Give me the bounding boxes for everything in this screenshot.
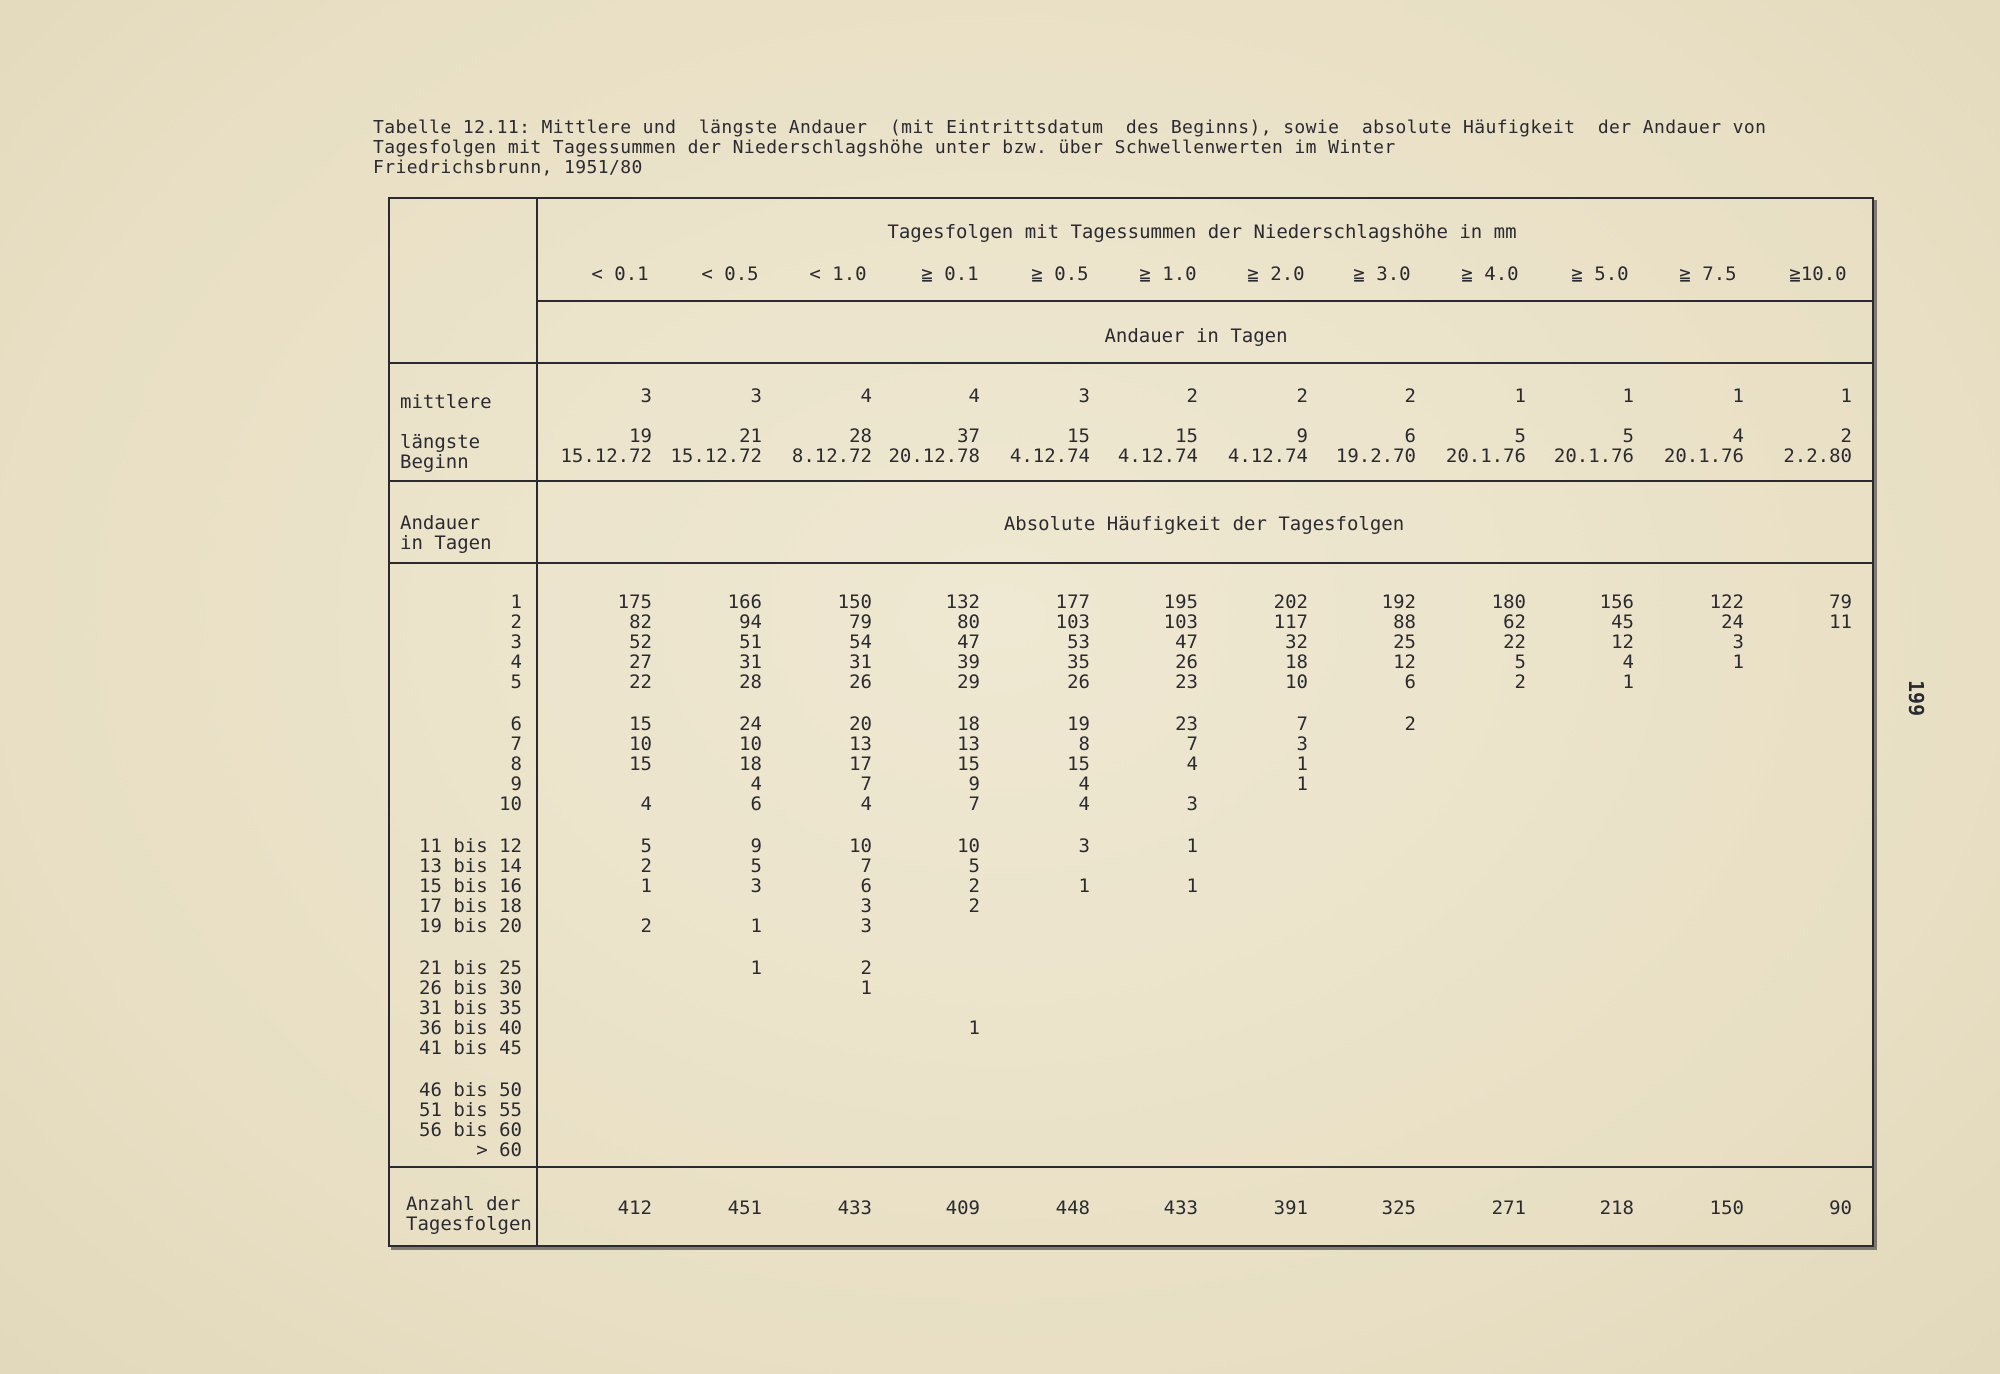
frequency-cell: 94 [739, 611, 762, 633]
frequency-cell: 26 [849, 671, 872, 693]
beginn-value: 4.12.74 [1009, 445, 1090, 467]
frequency-cell: 1 [1186, 875, 1198, 897]
frequency-cell: 80 [957, 611, 980, 633]
anzahl-value: 409 [945, 1197, 980, 1219]
frequency-cell: 13 [849, 733, 872, 755]
duration-label: 15 bis 16 [419, 875, 522, 897]
laengste-value: 5 [1622, 425, 1634, 447]
threshold-header: < 0.5 [701, 263, 759, 285]
frequency-cell: 1 [1622, 671, 1634, 693]
frequency-cell: 5 [640, 835, 652, 857]
frequency-cell: 1 [1078, 875, 1090, 897]
laengste-value: 15 [1067, 425, 1090, 447]
frequency-cell: 32 [1285, 631, 1308, 653]
frequency-cell: 2 [640, 855, 652, 877]
duration-label: 1 [510, 591, 522, 613]
frequency-cell: 23 [1175, 671, 1198, 693]
frequency-cell: 177 [1055, 591, 1090, 613]
anzahl-value: 451 [727, 1197, 762, 1219]
beginn-value: 20.12.78 [888, 445, 980, 467]
frequency-cell: 27 [629, 651, 652, 673]
beginn-value: 20.1.76 [1553, 445, 1634, 467]
frequency-cell: 6 [750, 793, 762, 815]
frequency-cell: 18 [1285, 651, 1308, 673]
frequency-cell: 3 [1296, 733, 1308, 755]
frequency-cell: 9 [750, 835, 762, 857]
mittlere-value: 1 [1622, 385, 1634, 407]
frequency-cell: 25 [1393, 631, 1416, 653]
mittlere-value: 4 [860, 385, 872, 407]
frequency-cell: 62 [1503, 611, 1526, 633]
frequency-cell: 8 [1078, 733, 1090, 755]
frequency-cell: 3 [1078, 835, 1090, 857]
beginn-value: 8.12.72 [791, 445, 872, 467]
frequency-cell: 103 [1055, 611, 1090, 633]
frequency-cell: 79 [1829, 591, 1852, 613]
frequency-cell: 17 [849, 753, 872, 775]
frequency-cell: 13 [957, 733, 980, 755]
frequency-cell: 1 [750, 957, 762, 979]
frequency-cell: 3 [860, 915, 872, 937]
frequency-cell: 3 [1186, 793, 1198, 815]
anzahl-value: 433 [1163, 1197, 1198, 1219]
duration-label: 17 bis 18 [419, 895, 522, 917]
duration-label: 5 [510, 671, 522, 693]
threshold-header: ≧ 0.5 [1031, 263, 1089, 285]
andauer-header: Andauer in Tagen [1104, 325, 1288, 347]
frequency-cell: 1 [1296, 753, 1308, 775]
mittlere-value: 2 [1296, 385, 1308, 407]
frequency-cell: 7 [968, 793, 980, 815]
frequency-cell: 1 [1296, 773, 1308, 795]
frequency-cell: 15 [629, 753, 652, 775]
frequency-cell: 11 [1829, 611, 1852, 633]
andauer-label-1: Andauer [400, 512, 481, 534]
frequency-cell: 2 [1514, 671, 1526, 693]
frequency-cell: 4 [1622, 651, 1634, 673]
mittlere-value: 2 [1186, 385, 1198, 407]
frequency-cell: 1 [1186, 835, 1198, 857]
duration-label: 6 [510, 713, 522, 735]
beginn-label: Beginn [400, 451, 469, 473]
laengste-value: 21 [739, 425, 762, 447]
threshold-header: ≧ 0.1 [921, 263, 979, 285]
duration-label: 56 bis 60 [419, 1119, 522, 1141]
threshold-header: ≧10.0 [1789, 263, 1847, 285]
frequency-cell: 10 [739, 733, 762, 755]
laengste-value: 37 [957, 425, 980, 447]
frequency-cell: 79 [849, 611, 872, 633]
frequency-cell: 39 [957, 651, 980, 673]
anzahl-value: 412 [617, 1197, 652, 1219]
frequency-cell: 47 [957, 631, 980, 653]
frequency-cell: 10 [1285, 671, 1308, 693]
frequency-cell: 12 [1393, 651, 1416, 673]
frequency-cell: 7 [1186, 733, 1198, 755]
beginn-value: 20.1.76 [1663, 445, 1744, 467]
frequency-cell: 10 [849, 835, 872, 857]
frequency-cell: 2 [968, 875, 980, 897]
anzahl-value: 433 [837, 1197, 872, 1219]
anzahl-value: 218 [1599, 1197, 1634, 1219]
frequency-cell: 1 [968, 1017, 980, 1039]
threshold-header: ≧ 2.0 [1247, 263, 1305, 285]
frequency-cell: 7 [860, 773, 872, 795]
frequency-cell: 2 [968, 895, 980, 917]
rule-under-dates [388, 480, 1874, 482]
frequency-cell: 2 [640, 915, 652, 937]
mittlere-value: 2 [1404, 385, 1416, 407]
frequency-cell: 180 [1491, 591, 1526, 613]
frequency-cell: 3 [750, 875, 762, 897]
frequency-cell: 6 [860, 875, 872, 897]
laengste-value: 9 [1296, 425, 1308, 447]
frequency-cell: 18 [739, 753, 762, 775]
frequency-cell: 7 [860, 855, 872, 877]
mittlere-value: 1 [1514, 385, 1526, 407]
duration-label: 21 bis 25 [419, 957, 522, 979]
frequency-cell: 15 [957, 753, 980, 775]
frequency-cell: 54 [849, 631, 872, 653]
frequency-cell: 24 [739, 713, 762, 735]
duration-label: 11 bis 12 [419, 835, 522, 857]
frequency-cell: 150 [837, 591, 872, 613]
beginn-value: 4.12.74 [1227, 445, 1308, 467]
mittlere-value: 1 [1732, 385, 1744, 407]
rule-above-anzahl [388, 1166, 1874, 1168]
anzahl-value: 391 [1273, 1197, 1308, 1219]
frequency-cell: 24 [1721, 611, 1744, 633]
threshold-header: ≧ 1.0 [1139, 263, 1197, 285]
laengste-value: 4 [1732, 425, 1744, 447]
frequency-cell: 53 [1067, 631, 1090, 653]
frequency-cell: 122 [1709, 591, 1744, 613]
frequency-cell: 9 [968, 773, 980, 795]
frequency-cell: 2 [1404, 713, 1416, 735]
anzahl-value: 150 [1709, 1197, 1744, 1219]
duration-label: 19 bis 20 [419, 915, 522, 937]
frequency-cell: 31 [739, 651, 762, 673]
mittlere-value: 3 [1078, 385, 1090, 407]
frequency-cell: 156 [1599, 591, 1634, 613]
duration-label: 9 [510, 773, 522, 795]
laengste-label: längste [400, 431, 481, 453]
frequency-cell: 7 [1296, 713, 1308, 735]
duration-label: > 60 [476, 1139, 522, 1161]
duration-label: 10 [499, 793, 522, 815]
frequency-cell: 15 [1067, 753, 1090, 775]
laengste-value: 6 [1404, 425, 1416, 447]
mittlere-value: 4 [968, 385, 980, 407]
laengste-value: 2 [1840, 425, 1852, 447]
frequency-cell: 15 [629, 713, 652, 735]
frequency-cell: 88 [1393, 611, 1416, 633]
duration-label: 41 bis 45 [419, 1037, 522, 1059]
duration-label: 46 bis 50 [419, 1079, 522, 1101]
threshold-header: < 1.0 [809, 263, 867, 285]
threshold-header: ≧ 4.0 [1461, 263, 1519, 285]
duration-label: 31 bis 35 [419, 997, 522, 1019]
duration-label: 51 bis 55 [419, 1099, 522, 1121]
frequency-cell: 5 [1514, 651, 1526, 673]
frequency-cell: 52 [629, 631, 652, 653]
frequency-cell: 18 [957, 713, 980, 735]
frequency-cell: 23 [1175, 713, 1198, 735]
frequency-cell: 117 [1273, 611, 1308, 633]
frequency-cell: 35 [1067, 651, 1090, 673]
beginn-value: 2.2.80 [1783, 445, 1852, 467]
frequency-cell: 22 [1503, 631, 1526, 653]
duration-label: 8 [510, 753, 522, 775]
frequency-cell: 1 [640, 875, 652, 897]
frequency-cell: 4 [1078, 793, 1090, 815]
frequency-cell: 22 [629, 671, 652, 693]
duration-label: 7 [510, 733, 522, 755]
laengste-value: 28 [849, 425, 872, 447]
laengste-value: 5 [1514, 425, 1526, 447]
threshold-header: ≧ 3.0 [1353, 263, 1411, 285]
duration-label: 13 bis 14 [419, 855, 522, 877]
frequency-cell: 3 [1732, 631, 1744, 653]
frequency-cell: 195 [1163, 591, 1198, 613]
anzahl-value: 325 [1381, 1197, 1416, 1219]
frequency-cell: 1 [750, 915, 762, 937]
frequency-cell: 4 [750, 773, 762, 795]
page-number: 199 [1904, 680, 1928, 717]
frequency-cell: 29 [957, 671, 980, 693]
header-title: Tagesfolgen mit Tagessummen der Niederschlagshöhe in mm [887, 221, 1517, 243]
duration-label: 3 [510, 631, 522, 653]
frequency-cell: 1 [860, 977, 872, 999]
frequency-cell: 31 [849, 651, 872, 673]
laengste-value: 15 [1175, 425, 1198, 447]
threshold-header: < 0.1 [591, 263, 649, 285]
frequency-cell: 19 [1067, 713, 1090, 735]
beginn-value: 15.12.72 [560, 445, 652, 467]
haeufigkeit-header: Absolute Häufigkeit der Tagesfolgen [1003, 513, 1405, 535]
frequency-cell: 103 [1163, 611, 1198, 633]
frequency-cell: 4 [640, 793, 652, 815]
frequency-cell: 166 [727, 591, 762, 613]
frequency-cell: 192 [1381, 591, 1416, 613]
laengste-value: 19 [629, 425, 652, 447]
anzahl-label-1: Anzahl der [406, 1193, 521, 1215]
frequency-cell: 20 [849, 713, 872, 735]
mittlere-value: 3 [640, 385, 652, 407]
frequency-cell: 51 [739, 631, 762, 653]
anzahl-value: 271 [1491, 1197, 1526, 1219]
anzahl-label-2: Tagesfolgen [406, 1213, 532, 1235]
mittlere-value: 3 [750, 385, 762, 407]
frequency-cell: 12 [1611, 631, 1634, 653]
frequency-cell: 6 [1404, 671, 1416, 693]
frequency-cell: 4 [860, 793, 872, 815]
duration-label: 26 bis 30 [419, 977, 522, 999]
threshold-header: ≧ 7.5 [1679, 263, 1737, 285]
anzahl-value: 90 [1829, 1197, 1852, 1219]
frequency-cell: 1 [1732, 651, 1744, 673]
beginn-value: 19.2.70 [1335, 445, 1416, 467]
frequency-cell: 2 [860, 957, 872, 979]
threshold-header: ≧ 5.0 [1571, 263, 1629, 285]
frequency-cell: 3 [860, 895, 872, 917]
frequency-cell: 5 [750, 855, 762, 877]
rule-under-thresholds [538, 300, 1874, 302]
frequency-cell: 132 [945, 591, 980, 613]
frequency-cell: 47 [1175, 631, 1198, 653]
frequency-cell: 175 [617, 591, 652, 613]
caption-line-3: Friedrichsbrunn, 1951/80 [373, 157, 643, 178]
frequency-cell: 28 [739, 671, 762, 693]
frequency-cell: 26 [1175, 651, 1198, 673]
duration-label: 4 [510, 651, 522, 673]
andauer-label-2: in Tagen [400, 532, 492, 554]
caption-line-2: Tagesfolgen mit Tagessummen der Niederschlagshöhe unter bzw. über Schwellenwerten im Winter [373, 137, 1396, 158]
duration-label: 2 [510, 611, 522, 633]
frequency-cell: 82 [629, 611, 652, 633]
frequency-cell: 4 [1078, 773, 1090, 795]
duration-label: 36 bis 40 [419, 1017, 522, 1039]
mittlere-label: mittlere [400, 391, 492, 413]
frequency-cell: 45 [1611, 611, 1634, 633]
table-caption [373, 118, 1873, 178]
frequency-cell: 5 [968, 855, 980, 877]
frequency-cell: 202 [1273, 591, 1308, 613]
caption-line-1: Tabelle 12.11: Mittlere und längste Andauer (mit Eintrittsdatum des Beginns), sowie absolute Häufigkeit der Andauer von [373, 117, 1767, 138]
mittlere-value: 1 [1840, 385, 1852, 407]
rule-under-haeufigkeit-header [388, 562, 1874, 564]
frequency-cell: 26 [1067, 671, 1090, 693]
frequency-cell: 10 [957, 835, 980, 857]
beginn-value: 20.1.76 [1445, 445, 1526, 467]
beginn-value: 4.12.74 [1117, 445, 1198, 467]
anzahl-value: 448 [1055, 1197, 1090, 1219]
beginn-value: 15.12.72 [670, 445, 762, 467]
frequency-cell: 4 [1186, 753, 1198, 775]
rule-under-andauer-header [388, 362, 1874, 364]
frequency-cell: 10 [629, 733, 652, 755]
